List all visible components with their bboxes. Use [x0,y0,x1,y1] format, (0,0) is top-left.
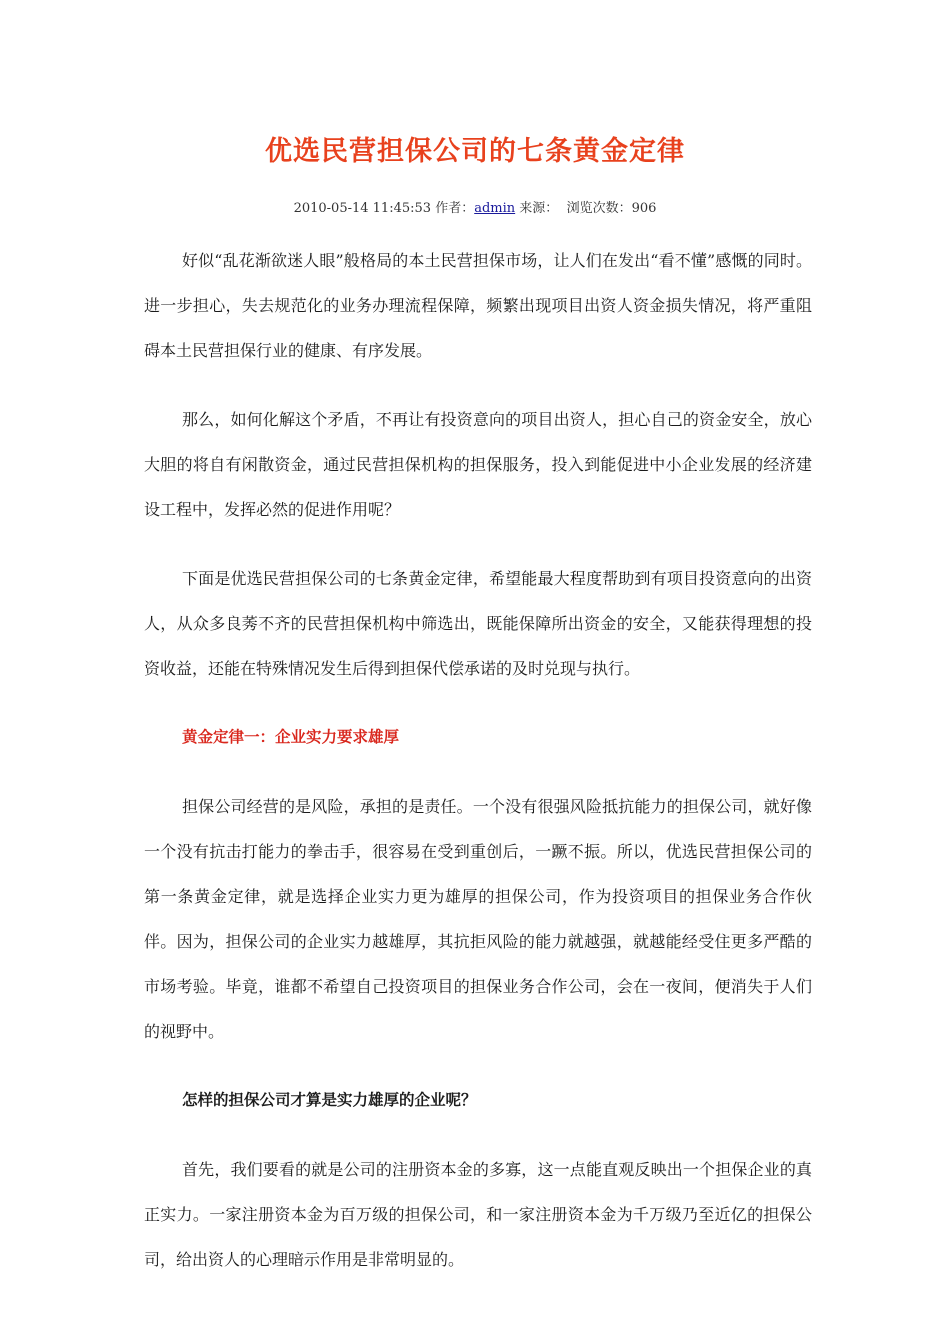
intro-paragraph-1: 好似“乱花渐欲迷人眼”般格局的本土民营担保市场，让人们在发出“看不懂”感慨的同时。进一步担心，失去规范化的业务办理流程保障，频繁出现项目出资人资金损失情况，将严重阻碍本土民营担保行业的健康、有序发展。 [144,251,812,360]
rule-one-heading: 黄金定律一：企业实力要求雄厚 [182,728,400,746]
intro-paragraph-2: 那么，如何化解这个矛盾，不再让有投资意向的项目出资人，担心自己的资金安全，放心大胆的将自有闲散资金，通过民营担保机构的担保服务，投入到能促进中小企业发展的经济建设工程中，发挥必然的促进作用呢？ [144,410,812,519]
article-meta [0,199,950,219]
intro-paragraph-3: 下面是优选民营担保公司的七条黄金定律，希望能最大程度帮助到有项目投资意向的出资人，从众多良莠不齐的民营担保机构中筛选出，既能保障所出资金的安全，又能获得理想的投资收益，还能在特殊情况发生后得到担保代偿承诺的及时兑现与执行。 [144,569,812,678]
answer-paragraph: 首先，我们要看的就是公司的注册资本金的多寡，这一点能直观反映出一个担保企业的真正实力。一家注册资本金为百万级的担保公司，和一家注册资本金为千万级乃至近亿的担保公司，给出资人的心理暗示作用是非常明显的。 [144,1160,812,1269]
rule-one-paragraph: 担保公司经营的是风险，承担的是责任。一个没有很强风险抵抗能力的担保公司，就好像一个没有抗击打能力的拳击手，很容易在受到重创后，一蹶不振。所以，优选民营担保公司的第一条黄金定律，就是选择企业实力更为雄厚的担保公司，作为投资项目的担保业务合作伙伴。因为，担保公司的企业实力越雄厚，其抗拒风险的能力就越强，就越能经受住更多严酷的市场考验。毕竟，谁都不希望自己投资项目的担保业务合作公司，会在一夜间，便消失于人们的视野中。 [144,797,812,1041]
author-label: 作者： [435,201,475,216]
article-body [144,238,812,1306]
views-label: 浏览次数： [566,201,632,216]
source-label: 来源： [519,201,559,216]
article-datetime: 2010-05-14 11:45:53 [293,201,432,216]
question-heading: 怎样的担保公司才算是实力雄厚的企业呢？ [182,1091,477,1109]
author-link[interactable]: admin [474,201,516,216]
article-title: 优选民营担保公司的七条黄金定律 [265,136,685,167]
views-count: 906 [631,201,657,216]
